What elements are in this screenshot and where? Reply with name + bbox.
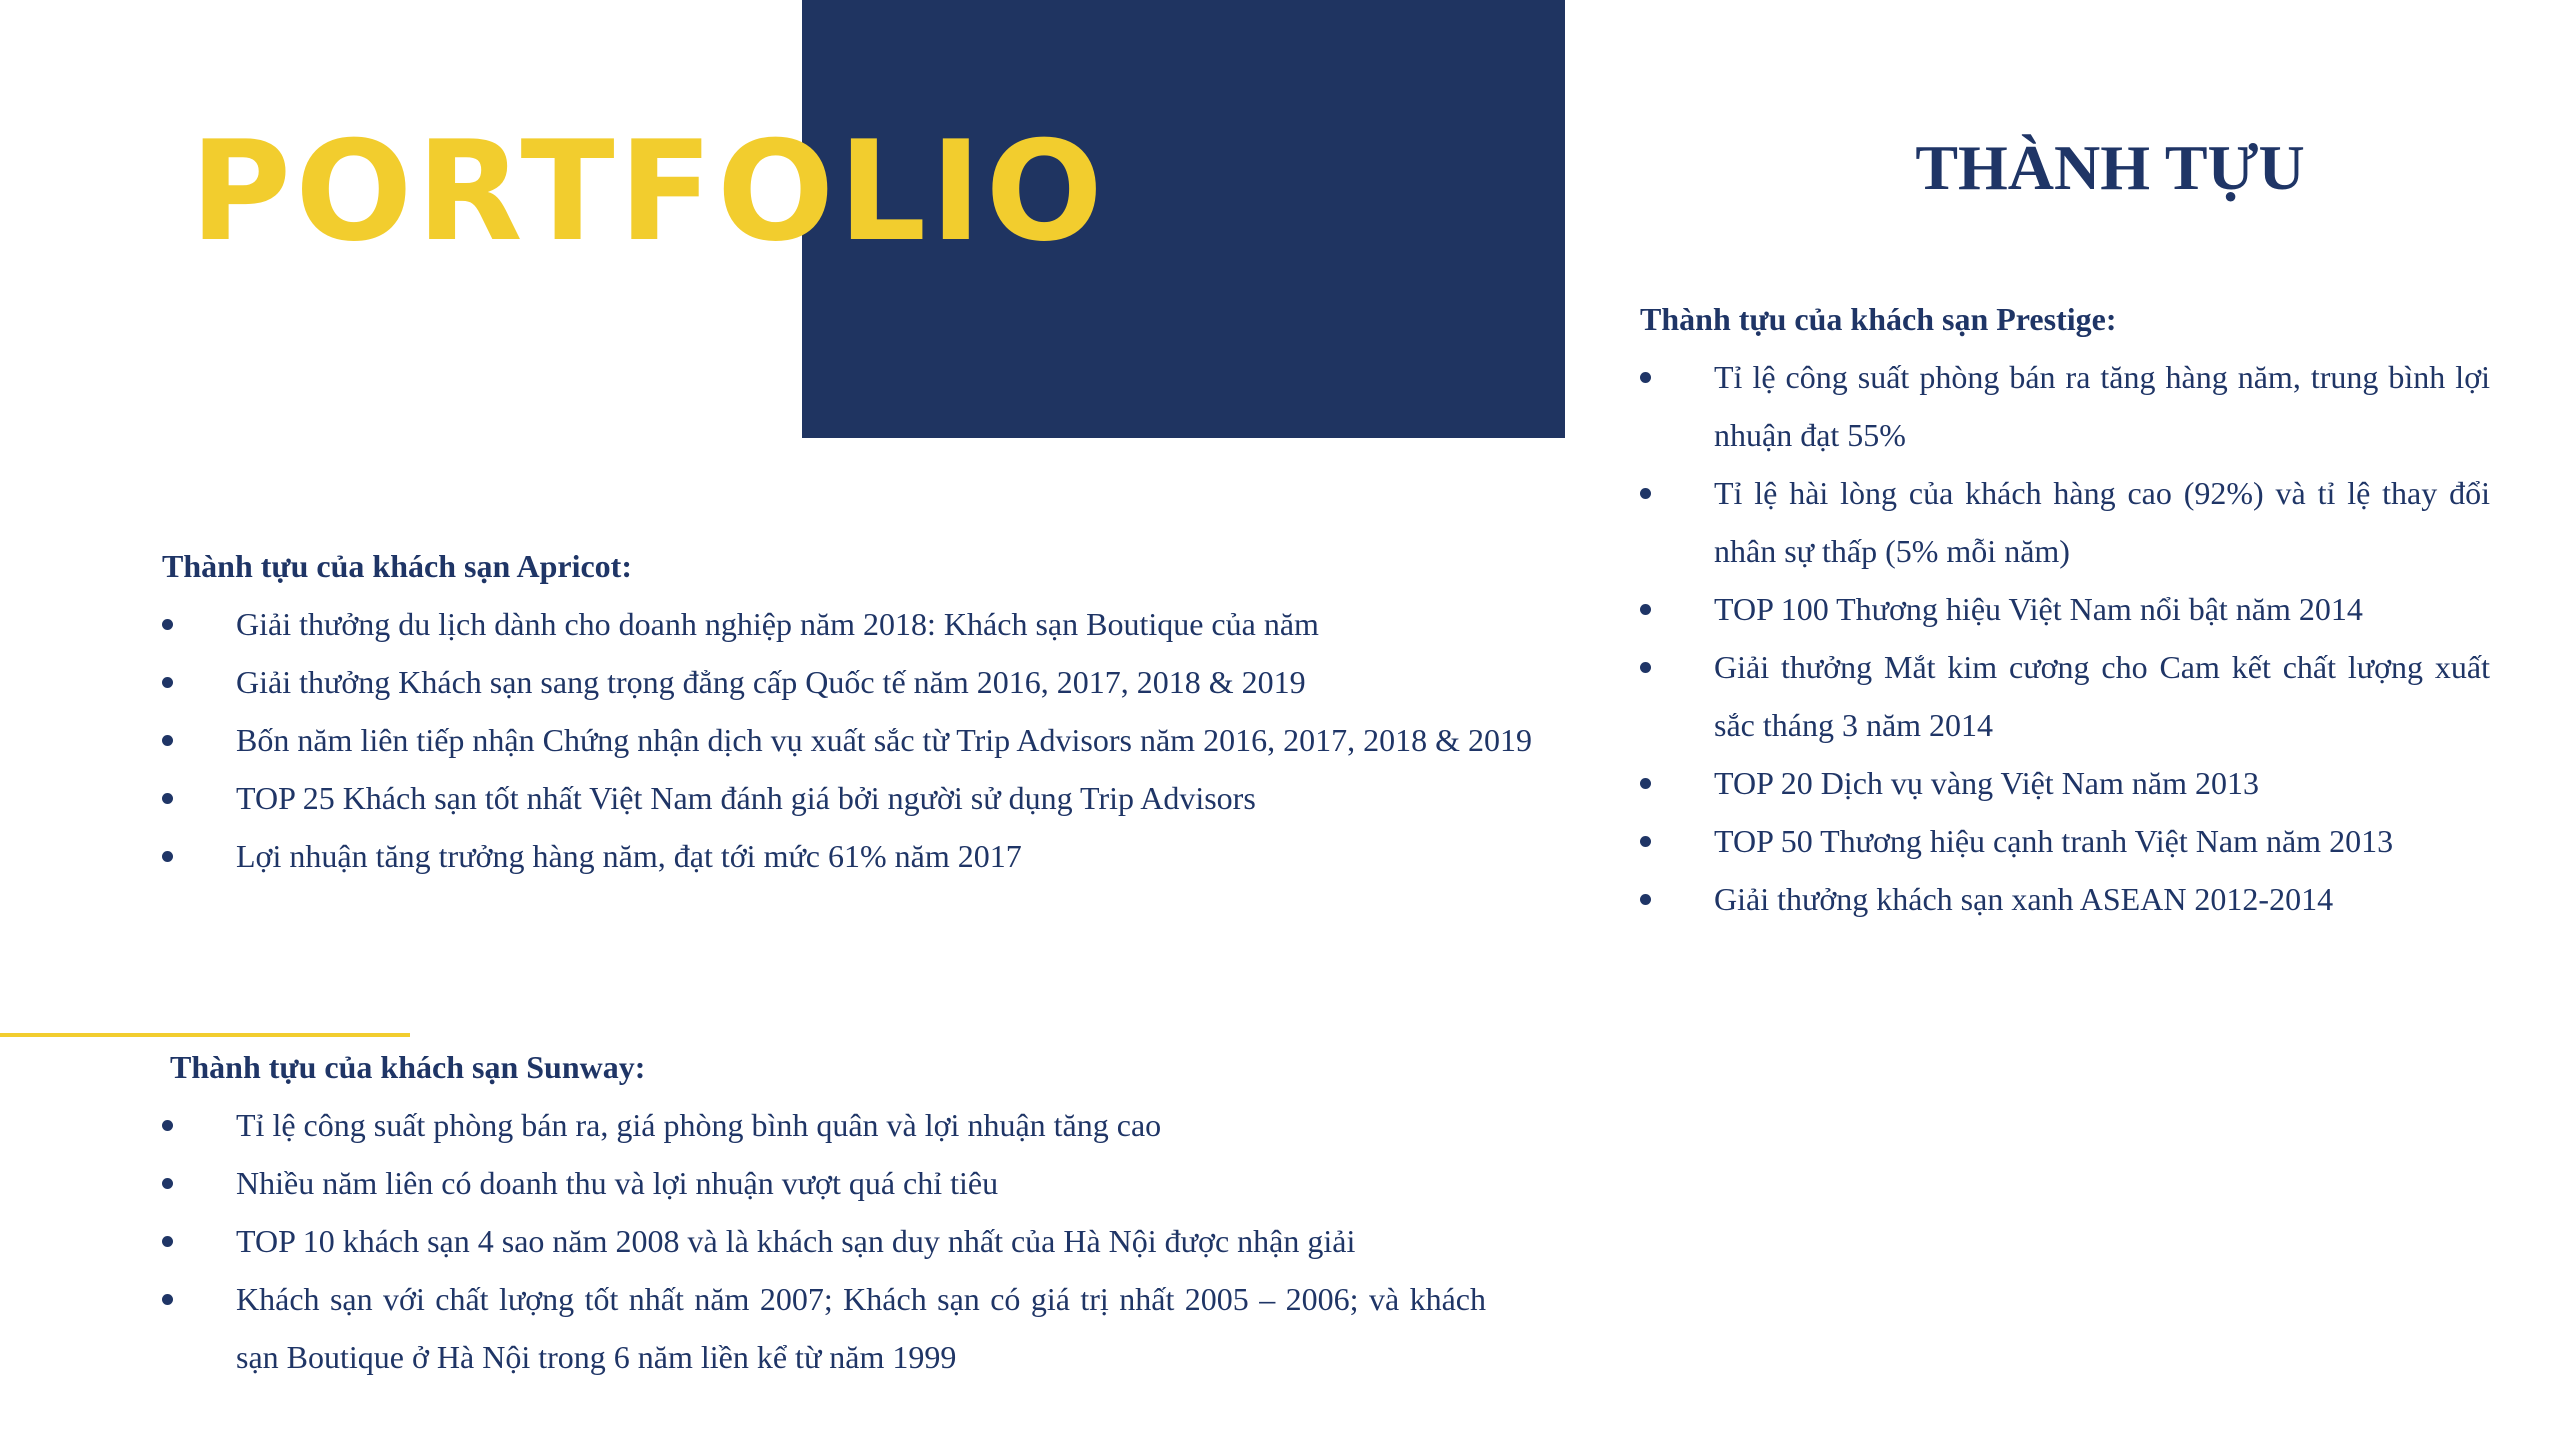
list-item: TOP 20 Dịch vụ vàng Việt Nam năm 2013	[1640, 754, 2490, 812]
list-item: Lợi nhuận tăng trưởng hàng năm, đạt tới mức 61% năm 2017	[162, 827, 1582, 885]
bullet-icon	[1640, 778, 1651, 789]
list-item: Bốn năm liên tiếp nhận Chứng nhận dịch vụ xuất sắc từ Trip Advisors năm 2016, 2017, 2018 & 2019	[162, 711, 1582, 769]
list-item: Tỉ lệ hài lòng của khách hàng cao (92%) và tỉ lệ thay đổi nhân sự thấp (5% mỗi năm)	[1640, 464, 2490, 580]
bullet-icon	[162, 1236, 173, 1247]
bullet-icon	[162, 1120, 173, 1131]
list-item: Giải thưởng du lịch dành cho doanh nghiệp năm 2018: Khách sạn Boutique của năm	[162, 595, 1582, 653]
bullet-icon	[162, 793, 173, 804]
bullet-icon	[162, 851, 173, 862]
sunway-list	[162, 1096, 1486, 1386]
list-item: Khách sạn với chất lượng tốt nhất năm 2007; Khách sạn có giá trị nhất 2005 – 2006; và khách sạn Boutique ở Hà Nội trong 6 năm liền kể từ năm 1999	[162, 1270, 1486, 1386]
sunway-heading: Thành tựu của khách sạn Sunway:	[170, 1049, 646, 1085]
list-item: Tỉ lệ công suất phòng bán ra tăng hàng năm, trung bình lợi nhuận đạt 55%	[1640, 348, 2490, 464]
bullet-icon	[162, 1294, 173, 1305]
achievements-title: THÀNH TỰU	[1915, 132, 2305, 203]
apricot-heading: Thành tựu của khách sạn Apricot:	[162, 548, 632, 584]
apricot-list	[162, 595, 1582, 885]
bullet-icon	[1640, 662, 1651, 673]
bullet-icon	[162, 677, 173, 688]
yellow-divider-line	[0, 1033, 410, 1037]
bullet-icon	[1640, 894, 1651, 905]
list-item: TOP 100 Thương hiệu Việt Nam nổi bật năm 2014	[1640, 580, 2490, 638]
list-item: Giải thưởng Khách sạn sang trọng đẳng cấp Quốc tế năm 2016, 2017, 2018 & 2019	[162, 653, 1582, 711]
prestige-heading: Thành tựu của khách sạn Prestige:	[1640, 301, 2117, 337]
list-item: TOP 50 Thương hiệu cạnh tranh Việt Nam năm 2013	[1640, 812, 2490, 870]
bullet-icon	[162, 619, 173, 630]
sunway-section	[162, 1038, 1486, 1386]
bullet-icon	[162, 735, 173, 746]
prestige-section	[1640, 290, 2490, 928]
list-item: Giải thưởng Mắt kim cương cho Cam kết chất lượng xuất sắc tháng 3 năm 2014	[1640, 638, 2490, 754]
bullet-icon	[1640, 836, 1651, 847]
bullet-icon	[1640, 488, 1651, 499]
bullet-icon	[1640, 372, 1651, 383]
bullet-icon	[162, 1178, 173, 1189]
list-item: TOP 25 Khách sạn tốt nhất Việt Nam đánh giá bởi người sử dụng Trip Advisors	[162, 769, 1582, 827]
apricot-section	[162, 537, 1582, 885]
prestige-list	[1640, 348, 2490, 928]
portfolio-title: PORTFOLIO	[190, 111, 1107, 272]
list-item: TOP 10 khách sạn 4 sao năm 2008 và là khách sạn duy nhất của Hà Nội được nhận giải	[162, 1212, 1412, 1270]
list-item: Tỉ lệ công suất phòng bán ra, giá phòng bình quân và lợi nhuận tăng cao	[162, 1096, 1412, 1154]
list-item: Giải thưởng khách sạn xanh ASEAN 2012-2014	[1640, 870, 2490, 928]
bullet-icon	[1640, 604, 1651, 615]
list-item: Nhiều năm liên có doanh thu và lợi nhuận vượt quá chỉ tiêu	[162, 1154, 1412, 1212]
